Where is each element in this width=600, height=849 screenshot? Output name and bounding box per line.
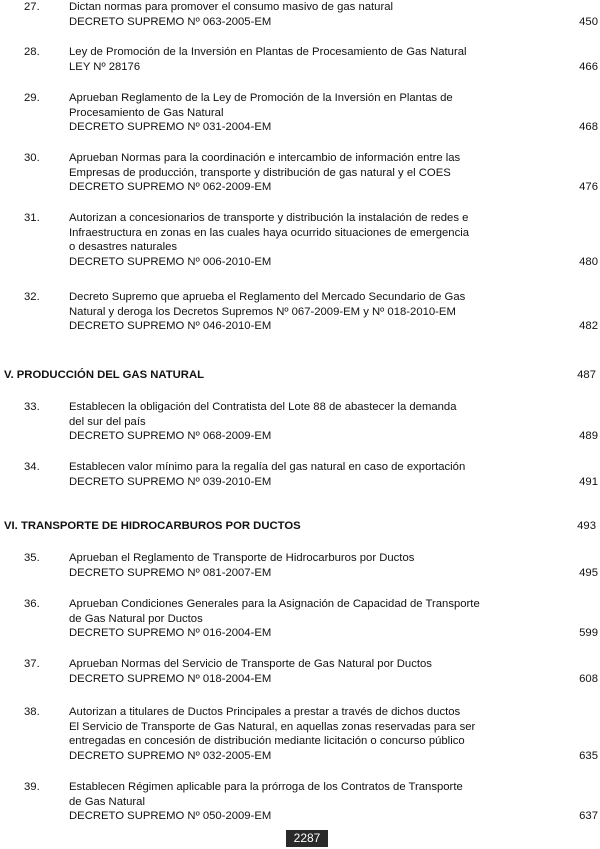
entry-line: Procesamiento de Gas Natural (69, 106, 224, 119)
section-heading-v (4, 368, 598, 383)
entry-line: Aprueban Reglamento de la Ley de Promoción de la Inversión en Plantas de (69, 92, 453, 104)
entry-number: 38. (24, 706, 40, 718)
entry-line: Infraestructura en zonas en las cuales haya ocurrido situaciones de emergencia (69, 226, 470, 239)
entry-line: Natural y deroga los Decretos Supremos Nº 067-2009-EM y Nº 018-2010-EM (69, 305, 456, 318)
entry-page: 468 (579, 121, 598, 134)
entry-line: LEY Nº 28176 (69, 60, 141, 73)
entry-number: 29. (24, 92, 40, 104)
entry-page: 637 (579, 810, 598, 823)
entry-line: DECRETO SUPREMO Nº 006-2010-EM (69, 255, 272, 268)
entry-description (69, 91, 524, 135)
entry-line: DECRETO SUPREMO Nº 039-2010-EM (69, 475, 272, 488)
entry-description (69, 597, 524, 641)
entry-description (69, 705, 524, 763)
section-heading-vi (4, 519, 598, 534)
section-title: V. PRODUCCIÓN DEL GAS NATURAL (4, 369, 205, 381)
page-number-badge: 2287 (286, 830, 328, 847)
entry-line: El Servicio de Transporte de Gas Natural, en aquellas zonas reservadas para ser (69, 720, 476, 733)
entry-line: o desastres naturales (69, 241, 178, 254)
section-title: VI. TRANSPORTE DE HIDROCARBUROS POR DUCTOS (4, 520, 301, 532)
entry-number: 37. (24, 658, 40, 670)
entry-line: del sur del país (69, 415, 146, 428)
entry-line: de Gas Natural (69, 795, 145, 808)
entry-description (69, 211, 524, 269)
entry-line: Decreto Supremo que aprueba el Reglamento del Mercado Secundario de Gas (69, 291, 466, 303)
entry-description (69, 0, 524, 29)
entry-description (69, 45, 524, 74)
entry-number: 31. (24, 212, 40, 224)
entry-page: 450 (579, 15, 598, 28)
entry-description (69, 400, 524, 444)
entry-page: 489 (579, 430, 598, 443)
entry-description (69, 290, 524, 334)
entry-number: 32. (24, 291, 40, 303)
entry-description (69, 460, 524, 489)
entry-line: DECRETO SUPREMO Nº 062-2009-EM (69, 181, 272, 194)
entry-line: Establecen la obligación del Contratista del Lote 88 de abastecer la demanda (69, 401, 457, 413)
entry-line: DECRETO SUPREMO Nº 018-2004-EM (69, 672, 272, 685)
entry-line: Autorizan a titulares de Ductos Principales a prestar a través de dichos ductos (69, 706, 461, 718)
entry-line: de Gas Natural por Ductos (69, 612, 203, 625)
entry-number: 33. (24, 401, 40, 413)
entry-number: 35. (24, 552, 40, 564)
entry-page: 466 (579, 60, 598, 73)
entry-description (69, 780, 524, 824)
entry-line: Establecen valor mínimo para la regalía del gas natural en caso de exportación (69, 461, 466, 473)
entry-line: Empresas de producción, transporte y distribución de gas natural y el COES (69, 166, 451, 179)
entry-page: 635 (579, 749, 598, 762)
entry-line: entregadas en concesión de distribución mediante licitación o concurso público (69, 735, 465, 748)
entry-line: Ley de Promoción de la Inversión en Plantas de Procesamiento de Gas Natural (69, 46, 467, 58)
entry-line: DECRETO SUPREMO Nº 081-2007-EM (69, 566, 272, 579)
entry-page: 482 (579, 320, 598, 333)
entry-number: 30. (24, 152, 40, 164)
section-page: 493 (577, 520, 596, 532)
entry-line: Aprueban el Reglamento de Transporte de Hidrocarburos por Ductos (69, 552, 415, 564)
entry-line: Aprueban Normas del Servicio de Transporte de Gas Natural por Ductos (69, 658, 432, 670)
entry-number: 34. (24, 461, 40, 473)
entry-line: DECRETO SUPREMO Nº 068-2009-EM (69, 430, 272, 443)
entry-line: DECRETO SUPREMO Nº 046-2010-EM (69, 320, 272, 333)
entry-page: 476 (579, 181, 598, 194)
entry-line: Dictan normas para promover el consumo masivo de gas natural (69, 1, 393, 13)
entry-line: DECRETO SUPREMO Nº 032-2005-EM (69, 749, 272, 762)
entry-description (69, 551, 524, 580)
entry-number: 39. (24, 781, 40, 793)
entry-number: 36. (24, 598, 40, 610)
entry-line: Autorizan a concesionarios de transporte y distribución la instalación de redes e (69, 212, 469, 224)
entry-number: 28. (24, 46, 40, 58)
entry-page: 495 (579, 566, 598, 579)
entry-page: 599 (579, 627, 598, 640)
entry-line: DECRETO SUPREMO Nº 063-2005-EM (69, 15, 272, 28)
entry-description (69, 151, 524, 195)
entry-page: 491 (579, 475, 598, 488)
entry-line: Aprueban Normas para la coordinación e intercambio de información entre las (69, 152, 461, 164)
entry-line: Aprueban Condiciones Generales para la Asignación de Capacidad de Transporte (69, 598, 480, 610)
entry-line: DECRETO SUPREMO Nº 031-2004-EM (69, 121, 272, 134)
entry-number: 27. (24, 1, 40, 13)
entry-description (69, 657, 524, 686)
section-page: 487 (577, 369, 596, 381)
entry-line: DECRETO SUPREMO Nº 050-2009-EM (69, 810, 272, 823)
entry-page: 480 (579, 255, 598, 268)
entry-line: Establecen Régimen aplicable para la prórroga de los Contratos de Transporte (69, 781, 463, 793)
entry-page: 608 (579, 672, 598, 685)
entry-line: DECRETO SUPREMO Nº 016-2004-EM (69, 627, 272, 640)
